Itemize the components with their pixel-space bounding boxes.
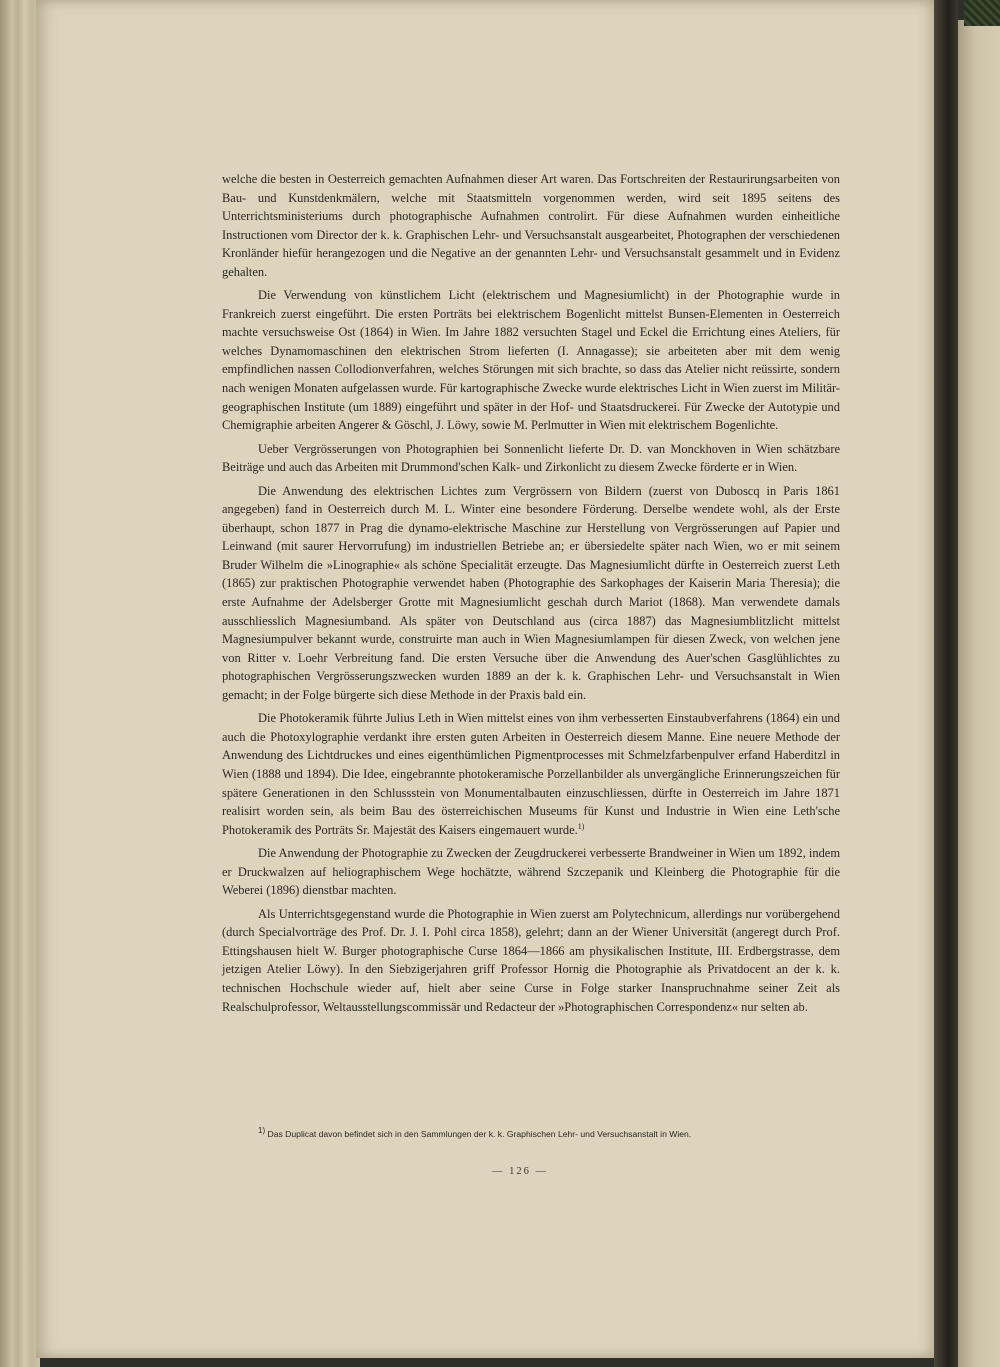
footnote-marker: 1) — [258, 1126, 266, 1136]
paragraph-5-text: Die Photokeramik führte Julius Leth in Wien mittelst eines von ihm verbesserten Einstaubverfahrens (1864) ein und auch die Photoxylographie verdankt ihre ersten guten Arbeiten in Oesterreich diesem Manne. Eine neuere Methode der Anwendung des Lichtdruckes und eines eigenthümlichen Pigmentprocesses mit Schmelzfarbenpulver erfand Haberditzl in Wien (1888 und 1894). Die Idee, eingebrannte photokeramische Porzellanbilder als unvergängliche Erinnerungszeichen für spätere Generationen in den Schlussstein von Monumentalbauten einzuschliessen, dürfte in Oesterreich im Jahre 1871 realisirt worden sein, als beim Bau des österreichischen Museums für Kunst und Industrie in Wien eine Leth'sche Photokeramik des Porträts Sr. Majestät des Kaisers eingemauert wurde. — [222, 711, 840, 837]
book-page-edges — [0, 0, 40, 1367]
paragraph-7: Als Unterrichtsgegenstand wurde die Photographie in Wien zuerst am Polytechnicum, allerdings nur vorübergehend (durch Specialvorträge des Prof. Dr. J. I. Pohl circa 1858), gelehrt; dann an der Wiener Universität (angeregt durch Prof. Ettingshausen hielt W. Burger photographische Curse 1864—1866 am physikalischen Institute, III. Erdbergstrasse, dem jetzigen Atelier Löwy). In den Siebzigerjahren griff Professor Hornig die Photographie als Privatdocent an der k. k. technischen Hochschule wieder auf, hielt aber seine Curse in Folge starker Inanspruchnahme seiner Zeit als Realschulprofessor, Weltausstellungscommissär und Redacteur der »Photographischen Correspondenz« nur selten ab. — [222, 906, 840, 1014]
paragraph-4: Die Anwendung des elektrischen Lichtes zum Vergrössern von Bildern (zuerst von Duboscq in Paris 1861 angegeben) fand in Oesterreich durch M. L. Winter eine besondere Förderung. Derselbe wendete wohl, als der Erste überhaupt, schon 1877 in Prag die dynamo-elektrische Maschine zur Herstellung von Vergrösserungen auf Papier und Leinwand (mit saurer Hervorrufung) im industriellen Betriebe an; er übersiedelte später nach Wien, wo er mit seinem Bruder Wilhelm die »Linographie« als schöne Specialität erzeugte. Das Magnesiumlicht dürfte in Oesterreich zuerst Leth (1865) zur praktischen Photographie verwendet haben (Photographie des Sarkophages der Kaiserin Maria Theresia); die erste Aufnahme der Adelsberger Grotte mit Magnesiumlicht geschah durch Mariot (1868). Man verwendete damals ausschliesslich Magnesiumband. Als später von Deutschland aus (circa 1887) das Magnesiumblitzlicht mittelst Magnesiumpulver bekannt wurde, construirte man auch in Wien Magnesiumlampen für diesen Zweck, von welchen jene von Ritter v. Loehr Verbreitung fand. Die ersten Versuche über die Anwendung des Auer'schen Gasglühlichtes zu photographischen Vergrösserungszwecken wurden 1889 an der k. k. Graphischen Lehr- und Versuchsanstalt in Wien gemacht; in der Folge bürgerte sich diese Methode in der Praxis bald ein. — [222, 483, 840, 702]
book-gutter — [934, 0, 958, 1367]
paragraph-1: welche die besten in Oesterreich gemachten Aufnahmen dieser Art waren. Das Fortschreiten der Restaurirungsarbeiten von Bau- und Kunstdenkmälern, welche mit Staatsmitteln vorgenommen werden, wird seit 1895 seitens des Unterrichtsministeriums durch photographische Aufnahmen controlirt. Für diese Aufnahmen wurden einheitliche Instructionen vom Director der k. k. Graphischen Lehr- und Versuchsanstalt ausgearbeitet, Photographen der verschiedenen Kronländer hiefür herangezogen und die Negative an der genannten Lehr- und Versuchsanstalt gesammelt und in Evidenz gehalten. — [222, 172, 840, 279]
facing-page-edge — [958, 20, 1000, 1367]
paragraph-6: Die Anwendung der Photographie zu Zwecken der Zeugdruckerei verbesserte Brandweiner in Wien um 1892, indem er Druckwalzen auf heliographischem Wege hochätzte, während Szczepanik und Kleinberg die Photographie für die Weberei (1896) dienstbar machten. — [222, 846, 840, 898]
paragraph-3: Ueber Vergrösserungen von Photographien bei Sonnenlicht lieferte Dr. D. van Monckhoven in Wien schätzbare Beiträge und auch das Arbeiten mit Drummond'schen Kalk- und Zirkonlicht zu diesem Zwecke förderte er in Wien. — [222, 441, 840, 475]
body-text — [222, 170, 840, 1021]
paragraph-2: Die Verwendung von künstlichem Licht (elektrischem und Magnesiumlicht) in der Photographie wurde in Frankreich zuerst eingeführt. Die ersten Porträts bei elektrischem Bogenlicht mittelst Bunsen-Elementen in Oesterreich machte versuchsweise Ost (1864) in Wien. Im Jahre 1882 versuchten Stagel und Eckel die Errichtung eines Ateliers, für welches Dynamomaschinen den elektrischen Strom lieferten (I. Annagasse); sie arbeiteten aber mit dem wenig empfindlichen nassen Collodionverfahren, welches Störungen mit sich brachte, so dass das Atelier nicht reüssirte, sondern nach wenigen Monaten aufgelassen wurde. Für kartographische Zwecke wurde elektrisches Licht in Wien zuerst im Militär-geographischen Institute (um 1889) eingeführt und später in der Hof- und Staatsdruckerei. Für Zwecke der Autotypie und Chemigraphie arbeiten Angerer & Göschl, J. Löwy, sowie M. Perlmutter in Wien mit elektrischem Bogenlichte. — [222, 288, 840, 433]
paragraph-5 — [222, 709, 840, 839]
bookmark-ribbon — [964, 0, 1000, 26]
footnote-text: Das Duplicat davon befindet sich in den Sammlungen der k. k. Graphischen Lehr- und Versuchsanstalt in Wien. — [267, 1129, 692, 1139]
page-number: — 126 — — [492, 1166, 548, 1177]
footnote — [258, 1128, 818, 1140]
footnote-reference: 1) — [577, 821, 585, 831]
